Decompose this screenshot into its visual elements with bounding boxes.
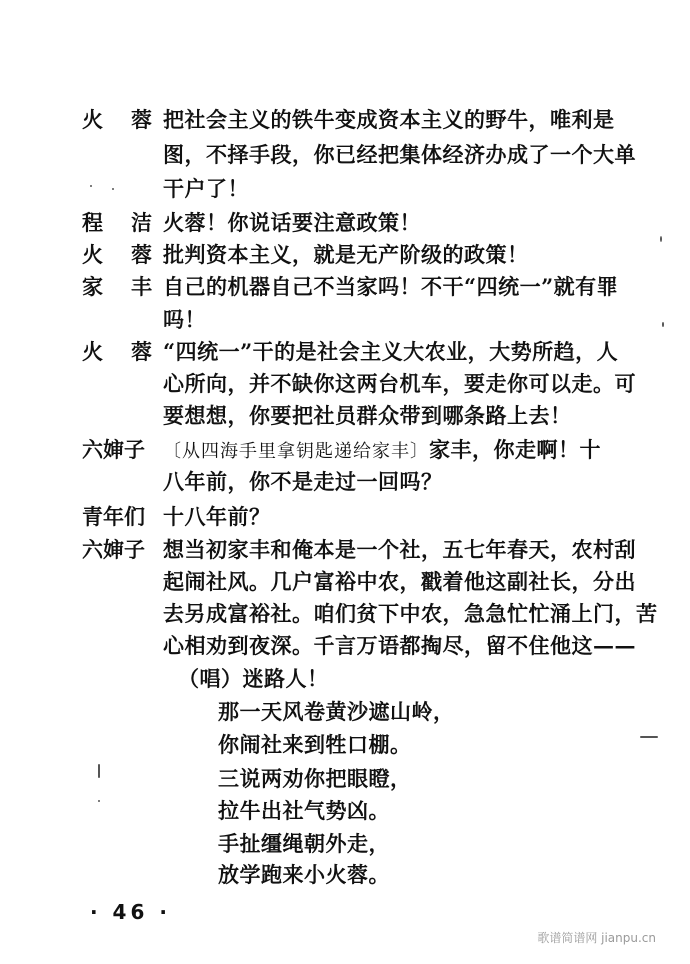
page-number: · 46 ·: [90, 900, 171, 924]
dialogue-line: 心所向，并不缺你这两台机车，要走你可以走。可: [163, 371, 636, 396]
scan-speck: [112, 188, 114, 190]
dialogue-line: “四统一”干的是社会主义大农业，大势所趋，人: [163, 339, 619, 364]
speaker-name: [82, 273, 152, 301]
speaker-name: 青年们: [82, 504, 145, 529]
dialogue-line: 干户了！: [163, 176, 249, 201]
verse-line: 手扯缰绳朝外走，: [218, 831, 390, 856]
verse-line: 那一天风卷黄沙遮山岭，: [218, 699, 455, 724]
dialogue-line: 十八年前？: [163, 504, 271, 529]
dialogue-line: 心相劝到夜深。千言万语都掏尽，留不住他这——: [163, 633, 636, 658]
dialogue-line: 吗！: [163, 307, 206, 332]
verse-line: 你闹社来到牲口棚。: [218, 732, 412, 757]
speaker-name: 六婶子: [82, 437, 145, 462]
verse-line: 拉牛出社气势凶。: [218, 798, 390, 823]
dialogue-line: 自己的机器自己不当家吗！不干“四统一”就有罪: [163, 274, 619, 299]
dialogue-line: 火蓉！你说话要注意政策！: [163, 210, 421, 235]
speaker-name: [82, 338, 152, 366]
speaker-name: [82, 106, 152, 134]
speaker-char: 程: [82, 210, 103, 235]
speaker-char: 蓉: [131, 339, 152, 364]
speaker-char: 火: [82, 339, 103, 364]
scan-speck: [662, 322, 664, 327]
dialogue-line: 把社会主义的铁牛变成资本主义的野牛，唯利是: [163, 107, 615, 132]
speaker-char: 洁: [131, 210, 152, 235]
dialogue-line: [163, 436, 601, 466]
scan-speck: [660, 236, 662, 242]
site-watermark: 歌谱简谱网 jianpu.cn: [537, 931, 656, 945]
dialogue-line: 图，不择手段，你已经把集体经济办成了一个大单: [163, 142, 636, 167]
speaker-name: [82, 209, 152, 237]
speaker-char: 火: [82, 242, 103, 267]
scan-speck: [640, 736, 658, 738]
speaker-name: 六婶子: [82, 537, 145, 562]
speaker-char: 丰: [131, 274, 152, 299]
speaker-char: 家: [82, 274, 103, 299]
dialogue-text: 家丰，你走啊！十: [429, 437, 601, 462]
stage-direction: 〔从四海手里拿钥匙递给家丰〕: [163, 441, 429, 462]
dialogue-line: 想当初家丰和俺本是一个社，五七年春天，农村刮: [163, 537, 636, 562]
song-cue: （唱）迷路人！: [178, 666, 329, 691]
verse-line: 放学跑来小火蓉。: [218, 862, 390, 887]
speaker-char: 蓉: [131, 107, 152, 132]
dialogue-line: 起闹社风。几户富裕中农，戳着他这副社长，分出: [163, 569, 636, 594]
verse-line: 三说两劝你把眼瞪，: [218, 766, 412, 791]
scan-speck: [98, 764, 100, 778]
scan-speck: [98, 800, 100, 802]
dialogue-line: 要想想，你要把社员群众带到哪条路上去！: [163, 403, 572, 428]
speaker-char: 火: [82, 107, 103, 132]
dialogue-line: 八年前，你不是走过一回吗？: [163, 469, 443, 494]
scan-speck: [90, 185, 92, 187]
dialogue-line: 批判资本主义，就是无产阶级的政策！: [163, 242, 529, 267]
speaker-char: 蓉: [131, 242, 152, 267]
speaker-name: [82, 241, 152, 269]
dialogue-line: 去另成富裕社。咱们贫下中农，急急忙忙涌上门，苦: [163, 601, 658, 626]
